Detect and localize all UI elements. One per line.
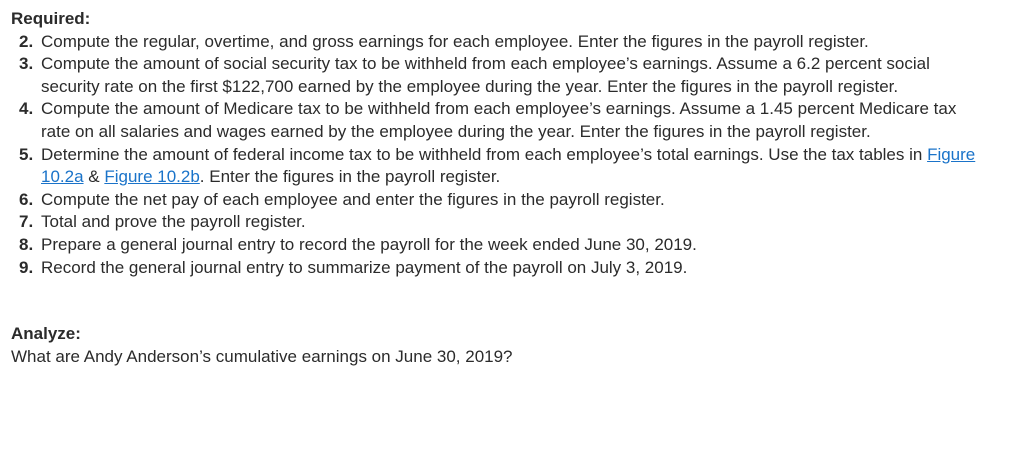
- requirement-number: 3.: [19, 54, 34, 74]
- figure-10-2a-link[interactable]: Figure 10.2a: [41, 144, 976, 187]
- requirement-text: Total and prove the payroll register.: [41, 212, 306, 232]
- analyze-heading: Analyze:: [11, 324, 81, 344]
- required-section: [11, 8, 1011, 279]
- requirement-text: Compute the amount of social security tax to be withheld from each employee’s earnings. Assume a 6.2 percent social security rate on the first $122,700 earned by the employee during the year. Enter the figures in the payroll register.: [41, 54, 930, 96]
- requirement-text-part: . Enter the figures in the payroll register.: [199, 167, 501, 187]
- requirement-number: 4.: [19, 99, 34, 119]
- required-heading: Required:: [11, 9, 91, 28]
- requirement-number: 2.: [19, 31, 34, 51]
- requirement-text-part: &: [83, 167, 105, 187]
- requirement-text-part: Determine the amount of federal income tax to be withheld from each employee’s total earnings. Use the tax tables in: [41, 144, 928, 164]
- requirement-number: 5.: [19, 144, 34, 164]
- analyze-question: What are Andy Anderson’s cumulative earnings on June 30, 2019?: [11, 346, 513, 366]
- requirement-number: 9.: [19, 257, 34, 277]
- requirement-item: [11, 257, 1011, 280]
- requirement-item: [11, 234, 1011, 257]
- requirement-text: Compute the net pay of each employee and enter the figures in the payroll register.: [41, 189, 665, 209]
- requirement-number: 7.: [19, 212, 34, 232]
- requirement-text: Compute the amount of Medicare tax to be withheld from each employee’s earnings. Assume a 1.45 percent Medicare tax rate on all salaries and wages earned by the employee during the year. Enter the figures in the payroll register.: [41, 99, 957, 141]
- requirements-list: [11, 31, 1011, 280]
- requirement-number: 6.: [19, 189, 34, 209]
- requirement-text: Prepare a general journal entry to record the payroll for the week ended June 30, 2019.: [41, 234, 697, 254]
- requirement-text: Compute the regular, overtime, and gross earnings for each employee. Enter the figures in the payroll register.: [41, 31, 869, 51]
- figure-10-2b-link[interactable]: Figure 10.2b: [104, 167, 200, 187]
- requirement-text: Record the general journal entry to summarize payment of the payroll on July 3, 2019.: [41, 257, 688, 277]
- requirement-item: [11, 211, 1011, 234]
- requirement-text: [41, 144, 981, 189]
- requirement-item: [11, 31, 1011, 54]
- requirement-item: [11, 144, 1011, 189]
- requirement-number: 8.: [19, 234, 34, 254]
- requirement-item: [11, 53, 1011, 98]
- requirement-item: [11, 98, 1011, 143]
- requirement-item: [11, 189, 1011, 212]
- analyze-section: [11, 323, 1011, 368]
